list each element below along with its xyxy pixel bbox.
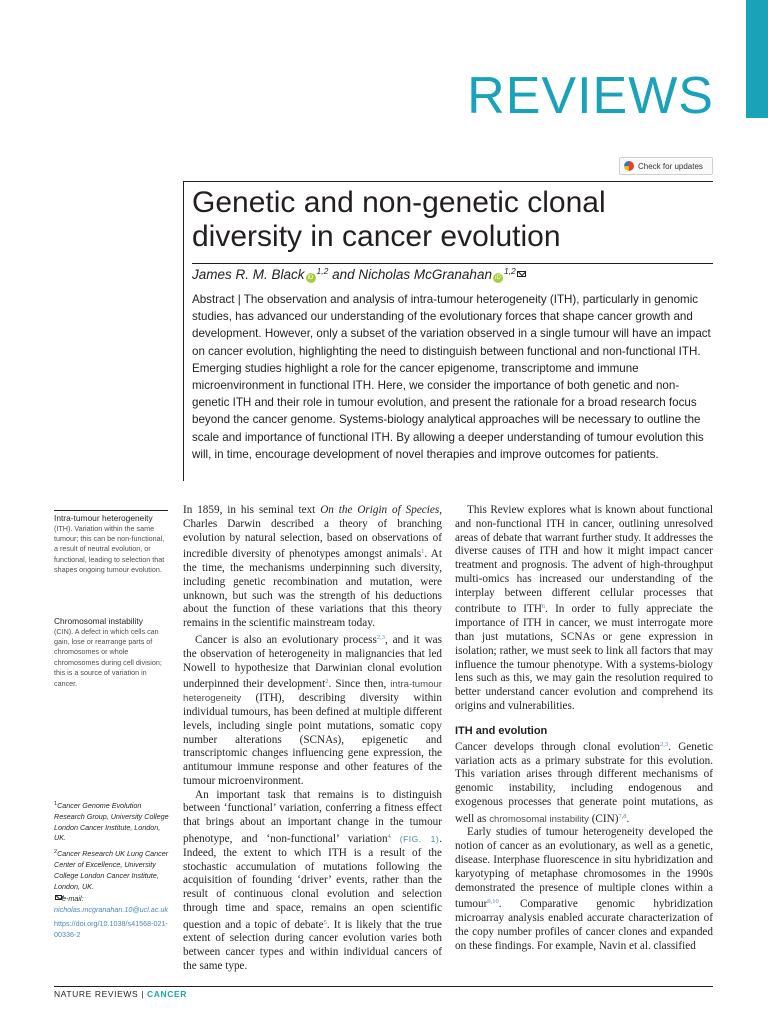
glossary-term: Chromosomal instability [54,616,143,626]
envelope-icon [55,895,62,900]
affiliation: $^2$Cancer Research UK Lung Cancer Center of Excellence, University College London Cancer Institute, London, UK. [54,849,169,891]
doi-link[interactable]: https://doi.org/10.1038/s41568-021-00336-2 [54,918,168,939]
glossary-entry [54,616,170,689]
footer-rule [54,986,713,987]
journal-name: NATURE REVIEWS [54,989,139,999]
author-conjunction: and [328,267,359,282]
paragraph: In 1859, in his seminal text On the Origin of Species, Charles Darwin described a theory of branching evolution by natural selection, based on observations of incredible diversity of phenotypes amongst animals$^1$. At the time, the mechanisms underpinning such diversity, including genetic recombination and mutation, were unknown, but such was the strength of his deductions about the function of these variations that this theory remains in the scientific mainstream today. [183,504,442,630]
author-name[interactable]: James R. M. Black [192,267,305,282]
author-line [192,266,526,283]
email-row [54,894,170,916]
figure-link[interactable]: (FIG. 1) [399,833,440,844]
glossary-link[interactable]: intra-tumour heterogeneity [183,679,442,705]
affiliation: $^1$Cancer Genome Evolution Research Group, University College London Cancer Institute, London, UK. [54,801,169,843]
reference-link[interactable]: 2,3 [376,634,385,642]
author-affiliation-marks: 1,2 [503,266,516,276]
glossary-entry [54,513,170,576]
reference-link[interactable]: 6 [541,603,546,611]
body-column-2 [455,504,713,953]
paragraph: Cancer is also an evolutionary process$^{2,3}$, and it was the observation of heterogeneity in malignancies that led Nowell to hypothesize that Darwinian clonal evolution underpinned their development$^2$. Since then, intra-tumour heterogeneity (ITH), describing diversity within individual tumours, has been defined at multiple different levels, including single point mutations, somatic copy number alterations (SCNAs), epigenetic and transcriptomic changes influencing gene expression, the antitumour immune response and other features of the tumour microenvironment. [183,634,442,787]
crossmark-icon [624,161,634,171]
reference-link[interactable]: 5 [323,918,327,926]
edge-color-bar [746,0,768,118]
reference-link[interactable]: 7,8 [618,812,627,820]
title-frame-top-rule [183,181,713,182]
abstract: Abstract | The observation and analysis of intra-tumour heterogeneity (ITH), particularly in genomic studies, has advanced our understanding of the evolutionary forces that shape cancer growth and development. However, only a subset of the variation observed in a single tumour will have an impact on cancer evolution, highlighting the need to distinguish between functional and non-functional ITH. Emerging studies highlight a role for the cancer epigenome, transcriptome and immune microenvironment in functional ITH. Here, we consider the importance of both genetic and non-genetic ITH and their role in tumour evolution, and present the rationale for a broad research focus beyond the cancer genome. Systems-biology analytical approaches will be necessary to outline the scale and importance of functional ITH. By allowing a deeper understanding of tumour evolution this will, in time, encourage development of novel therapies and improve outcomes for patients. [192,293,711,461]
orcid-icon[interactable]: iD [306,273,316,283]
glossary-rule [54,510,168,511]
author-name[interactable]: Nicholas McGranahan [358,267,492,282]
glossary-term: Intra-tumour heterogeneity [54,513,153,523]
affiliations [54,799,170,941]
paragraph: An important task that remains is to distinguish between ‘functional’ variation, conferring a fitness effect that brings about an important change in the tumour phenotype, and ‘non-functional’ variation$^4$ (FIG. 1). Indeed, the extent to which ITH is a result of the stochastic accumulation of mutations following the acquisition of founding ‘driver’ events, rather than the result of continuous clonal evolution and selection through time and space, remains an open scientific question and a topic of debate$^5$. It is likely that the true extent of selection during cancer evolution varies both between cancer types and within individual cancers of the same type. [183,788,442,972]
glossary-link[interactable]: chromosomal instability [489,813,589,825]
footer: NATURE REVIEWS | CANCER [54,989,187,999]
glossary-definition: (ITH). Variation within the same tumour; this can be non-functional, a result of neutral evolution, or functional, leading to selection that shapes ongoing tumour evolution. [54,523,165,575]
title-separator [192,263,713,264]
check-for-updates-button[interactable] [619,157,713,175]
orcid-icon[interactable]: iD [493,273,503,283]
email-link[interactable]: nicholas.mcgranahan.10@ucl.ac.uk [54,905,168,915]
check-for-updates-label: Check for updates [638,161,703,171]
reference-link[interactable]: 9,10 [487,898,499,906]
journal-section: CANCER [147,989,187,999]
paragraph: Early studies of tumour heterogeneity developed the notion of cancer as an evolutionary, as well as a genetic, disease. Interphase fluorescence in situ hybridization and karyotyping of metaphase chromosomes in the 1990s demonstrated the presence of multiple clones within a tumour$^{9,10}$. Comparative genomic hybridization microarray analysis enabled accurate characterization of the copy number profiles of cancer clones and expanded on these findings. For example, Navin et al. classified [455,826,713,952]
reference-link[interactable]: 1 [421,548,425,556]
section-heading: REVIEWS [467,67,714,125]
envelope-icon[interactable] [517,271,526,277]
reference-link[interactable]: 2,3 [660,740,669,748]
article-title: Genetic and non-genetic clonal diversity in cancer evolution [192,186,606,253]
body-column-1 [183,504,442,974]
section-heading-ith-and-evolution: ITH and evolution [455,724,548,737]
paragraph: This Review explores what is known about functional and non-functional ITH in cancer, outlining unresolved areas of debate that warrant further study. It addresses the diverse causes of ITH and how it might impact cancer treatment and prognosis. The advent of high-throughput multi-omics has increased our understanding of the interplay between different cellular processes that contribute to ITH$^6$. In order to fully appreciate the importance of ITH in cancer, we must interrogate more than just mutations, SCNAs or gene expression in isolation; rather, we must seek to link all factors that may influence the tumour phenotype. With a systems-biology lens such as this, we may gain the resolution required to better understand cancer evolution and comprehend its origins and vulnerabilities. [455,504,713,712]
reference-link[interactable]: 4 [387,832,391,840]
email-label: e-mail: [62,894,84,904]
paragraph: Cancer develops through clonal evolution$^{2,3}$. Genetic variation acts as a primary substrate for this evolution. This variation arises through different mechanisms of genomic instability, including endogenous and exogenous processes that generate point mutations, as well as chromosomal instability (CIN)$^{7,8}$. [455,740,713,825]
reference-link[interactable]: 2 [325,678,329,686]
author-affiliation-marks: 1,2 [316,266,329,276]
title-frame-vertical-rule [183,181,184,481]
glossary-definition: (CIN). A defect in which cells can gain, lose or rearrange parts of chromosomes or whole chromosomes during cell division; this is a source of variation in cancer. [54,626,162,688]
